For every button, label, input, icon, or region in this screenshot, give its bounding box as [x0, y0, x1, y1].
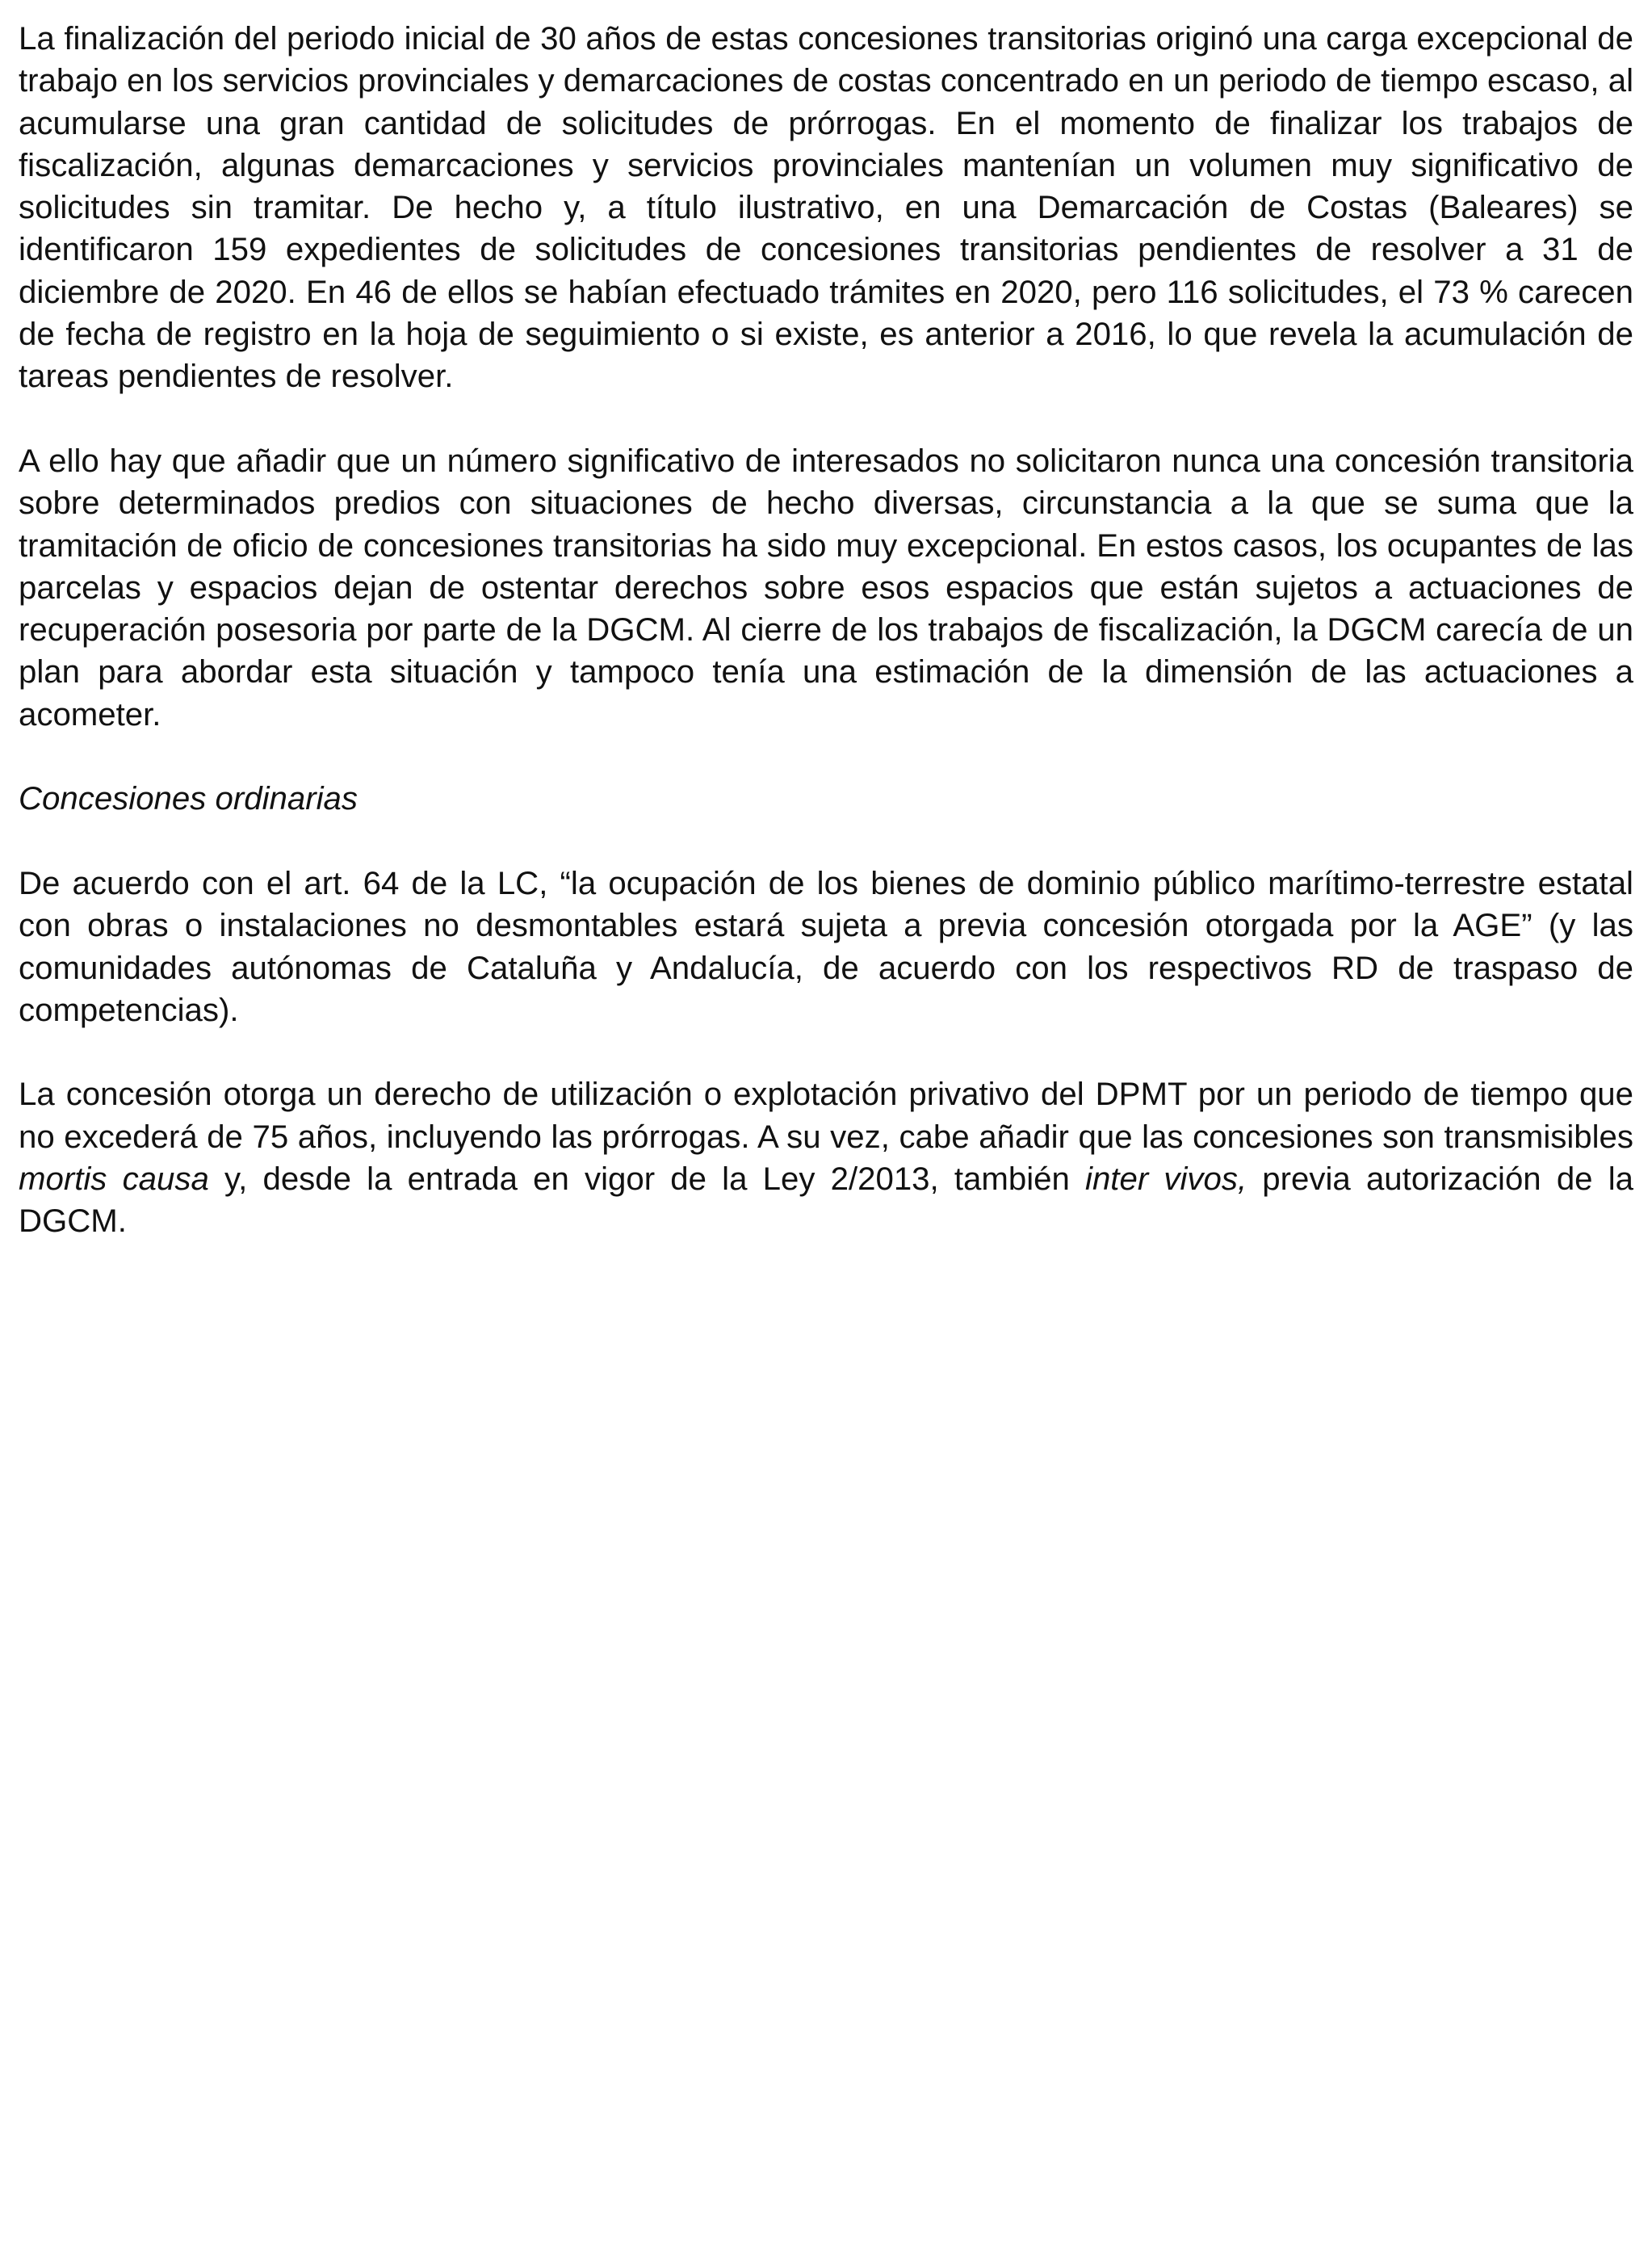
document-page — [19, 18, 1633, 1285]
paragraph-unrequested-concessions: A ello hay que añadir que un número significativo de interesados no solicitaron nunca una concesión transitoria sobre determinados predios con situaciones de hecho diversas, circunstancia a la que se suma que la tramitación de oficio de concesiones transitorias ha sido muy excepcional. En estos casos, los ocupantes de las parcelas y espacios dejan de ostentar derechos sobre esos espacios que están sujetos a actuaciones de recuperación posesoria por parte de la DGCM. Al cierre de los trabajos de fiscalización, la DGCM carecía de un plan para abordar esta situación y tampoco tenía una estimación de la dimensión de las actuaciones a acometer. — [19, 442, 1633, 733]
concession-rights-text-3: previa autorización de la DGCM. — [19, 1161, 1633, 1240]
term-mortis-causa: mortis causa — [19, 1161, 209, 1198]
paragraph-transitory-concessions-workload: La finalización del periodo inicial de 30 años de estas concesiones transitorias originó una carga excepcional de trabajo en los servicios provinciales y demarcaciones de costas concentrado en un periodo de tiempo escaso, al acumularse una gran cantidad de solicitudes de prórrogas. En el momento de finalizar los trabajos de fiscalización, algunas demarcaciones y servicios provinciales mantenían un volumen muy significativo de solicitudes sin tramitar. De hecho y, a título ilustrativo, en una Demarcación de Costas (Baleares) se identificaron 159 expedientes de solicitudes de concesiones transitorias pendientes de resolver a 31 de diciembre de 2020. En 46 de ellos se habían efectuado trámites en 2020, pero 116 solicitudes, el 73 % carecen de fecha de registro en la hoja de seguimiento o si existe, es anterior a 2016, lo que revela la acumulación de tareas pendientes de resolver. — [19, 20, 1633, 395]
term-inter-vivos: inter vivos, — [1085, 1161, 1247, 1198]
section-heading-ordinary-concessions: Concesiones ordinarias — [19, 780, 358, 817]
concession-rights-text-1: La concesión otorga un derecho de utilización o explotación privativo del DPMT por un periodo de tiempo que no excederá de 75 años, incluyendo las prórrogas. A su vez, cabe añadir que las concesiones son transmisibles — [19, 1076, 1633, 1155]
paragraph-concession-rights — [19, 1073, 1633, 1242]
paragraph-article-64: De acuerdo con el art. 64 de la LC, “la ocupación de los bienes de dominio público marítimo-terrestre estatal con obras o instalaciones no desmontables estará sujeta a previa concesión otorgada por la AGE” (y las comunidades autónomas de Cataluña y Andalucía, de acuerdo con los respectivos RD de traspaso de competencias). — [19, 864, 1633, 1028]
concession-rights-text-2: y, desde la entrada en vigor de la Ley 2/2013, también — [208, 1161, 1086, 1198]
